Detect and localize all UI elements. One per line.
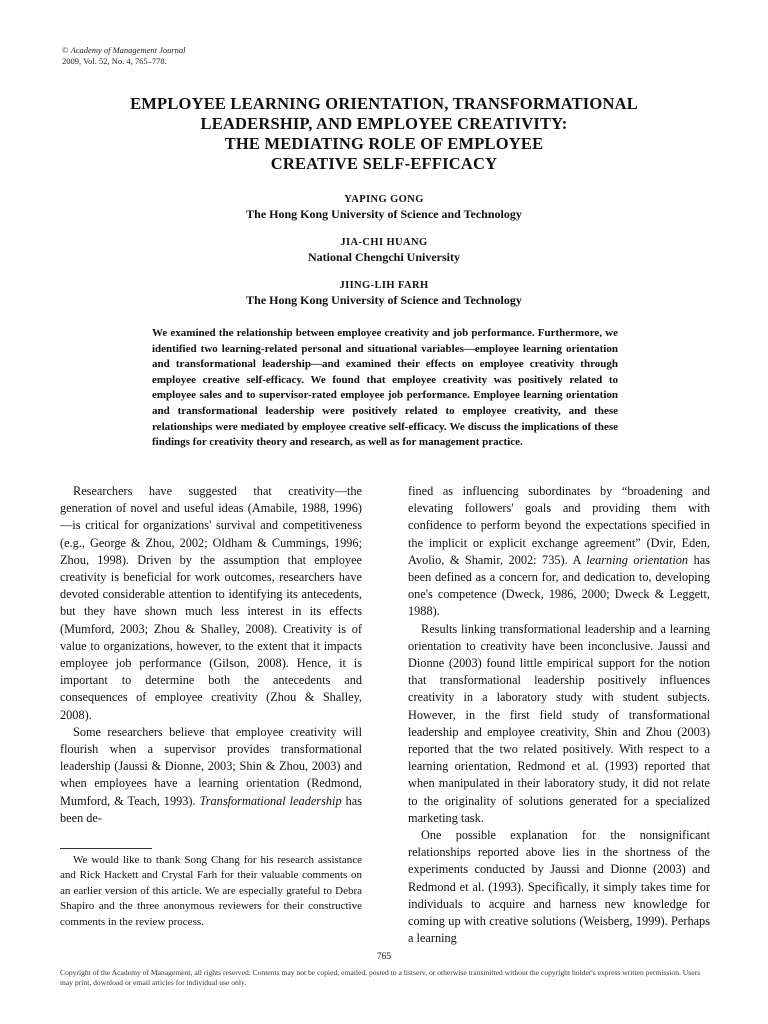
- body-column-right: [408, 483, 710, 947]
- article-title: [60, 94, 708, 174]
- title-line: THE MEDIATING ROLE OF EMPLOYEE: [224, 134, 544, 153]
- author-affiliation: National Chengchi University: [307, 250, 460, 264]
- author-name: JIING-LIH FARH: [339, 280, 429, 291]
- title-line: EMPLOYEE LEARNING ORIENTATION, TRANSFORMATIONAL: [130, 94, 638, 113]
- author-affiliation: The Hong Kong University of Science and Technology: [246, 293, 522, 307]
- journal-citation: [62, 45, 186, 67]
- journal-name: Academy of Management Journal: [70, 45, 186, 55]
- author-block: [60, 278, 708, 308]
- author-block: [60, 235, 708, 265]
- body-paragraph: One possible explanation for the nonsignificant relationships reported above lies in the shortness of the experiments conducted by Jaussi and Dionne (2003) and Redmond et al. (1993). Specifically, it simply takes time for individuals to acquire and harness new knowledge for coming up with creative solutions (Weisberg, 1999). Perhaps a learning: [408, 828, 710, 946]
- author-list: [60, 192, 708, 321]
- title-line: CREATIVE SELF-EFFICACY: [270, 154, 498, 173]
- author-affiliation: The Hong Kong University of Science and Technology: [246, 207, 522, 221]
- copyright-notice: Copyright of the Academy of Management, all rights reserved. Contents may not be copied, emailed, posted to a listserv, or otherwise transmitted without the copyright holder's express written permission. Users may print, download or email articles for individual use only.: [60, 968, 701, 987]
- acknowledgment-footnote: We would like to thank Song Chang for his research assistance and Rick Hackett and Crystal Farh for their valuable comments on an earlier version of this article. We are especially grateful to Debra Shapiro and the three anonymous reviewers for their constructive comments in the review process.: [60, 854, 362, 928]
- title-line: LEADERSHIP, AND EMPLOYEE CREATIVITY:: [200, 114, 568, 133]
- author-name: YAPING GONG: [344, 194, 424, 205]
- body-paragraph: Results linking transformational leadership and a learning orientation to creativity have been inconclusive. Jaussi and Dionne (2003) found little empirical support for the notion that transformational leadership positively influences creativity in a laboratory study with student subjects. However, in the first field study of transformational leadership and employee creativity, Shin and Zhou (2003) reported that the two related positively. With respect to a learning orientation, Redmond et al. (1993) reported that when manipulated in their laboratory study, it did not relate to the originality of solutions generated for a specialized marketing task.: [408, 621, 710, 825]
- body-column-left: [60, 483, 362, 827]
- body-paragraph: Researchers have suggested that creativity—the generation of novel and useful ideas (Amabile, 1988, 1996)—is critical for organizations' survival and competitiveness (e.g., George & Zhou, 2002; Oldham & Cummings, 1996; Zhou, 1998). Driven by the assumption that employee creativity is beneficial for work outcomes, researchers have devoted considerable attention to identifying its antecedents, but they have shown much less interest in its effects (Mumford, 2003; Zhou & Shalley, 2008). Creativity is of value to organizations, however, to the extent that it impacts employee job performance (Gilson, 2008). Hence, it is important to determine both the antecedents and consequences of employee creativity (Zhou & Shalley, 2008).: [60, 484, 362, 722]
- author-block: [60, 192, 708, 222]
- footnote-divider: [60, 848, 152, 849]
- page-number: 765: [376, 952, 392, 962]
- abstract: We examined the relationship between employee creativity and job performance. Furthermore, we identified two learning-related personal and situational variables—employee learning orientation and transformational leadership—and examined their effects on employee creativity through employee creative self-efficacy. We found that employee creativity was positively related to employee sales and to supervisor-rated employee job performance. Employee learning orientation and transformational leadership were positively related to employee creativity, and these relationships were mediated by employee creative self-efficacy. We discuss the implications of these findings for creativity theory and research, as well as for management practice.: [152, 327, 618, 449]
- body-paragraph: fined as influencing subordinates by “broadening and elevating followers' goals and providing them with confidence to perform beyond the expectations specified in the implicit or explicit exchange agreement” (Dvir, Eden, Avolio, & Shamir, 2002: 735). A learning orientation has been defined as a concern for, and dedication to, developing one's competence (Dweck, 1986, 2000; Dweck & Leggett, 1988).: [408, 484, 710, 619]
- author-name: JIA-CHI HUANG: [340, 237, 428, 248]
- volume-info: 2009, Vol. 52, No. 4, 765–778.: [62, 56, 167, 66]
- body-paragraph: Some researchers believe that employee creativity will flourish when a supervisor provides transformational leadership (Jaussi & Dionne, 2003; Shin & Zhou, 2003) and when employees have a learning orientation (Redmond, Mumford, & Teach, 1993). Transformational leadership has been de-: [60, 724, 363, 825]
- copyright-symbol: ©: [62, 45, 69, 55]
